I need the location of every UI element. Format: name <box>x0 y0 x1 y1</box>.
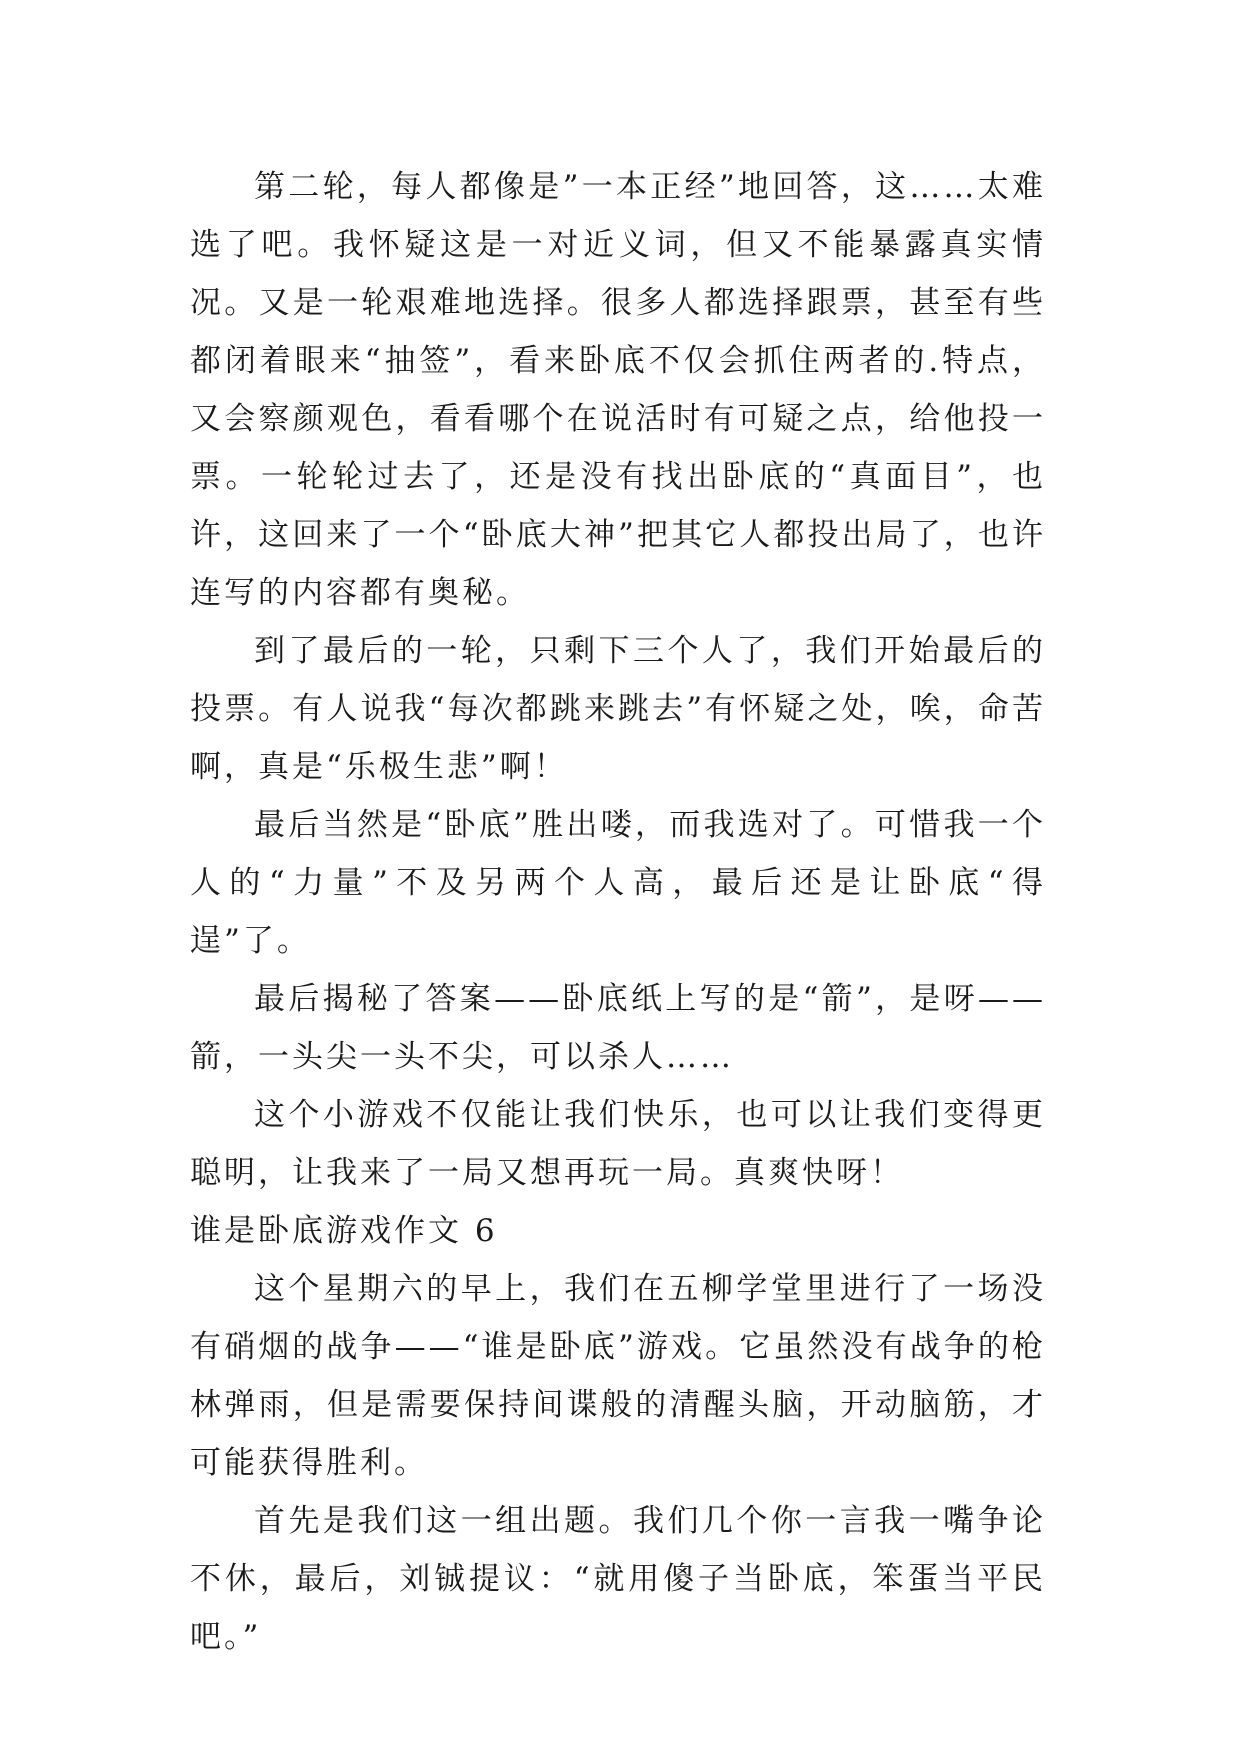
paragraph-conclusion: 这个小游戏不仅能让我们快乐，也可以让我们变得更聪明，让我来了一局又想再玩一局。真爽快呀！ <box>190 1097 1046 1191</box>
document-body <box>190 158 1046 1666</box>
paragraph-final-round: 到了最后的一轮，只剩下三个人了，我们开始最后的投票。有人说我“每次都跳来跳去”有怀疑之处，唉，命苦啊，真是“乐极生悲”啊！ <box>190 633 1046 785</box>
paragraph-group-topic: 首先是我们这一组出题。我们几个你一言我一嘴争论不休，最后，刘铖提议：“就用傻子当卧底，笨蛋当平民吧。” <box>190 1503 1046 1655</box>
essay-title: 谁是卧底游戏作文 6 <box>190 1213 498 1249</box>
paragraph-answer-reveal: 最后揭秘了答案——卧底纸上写的是“箭”，是呀——箭，一头尖一头不尖，可以杀人…… <box>190 981 1046 1075</box>
paragraph-round-two: 第二轮，每人都像是”一本正经”地回答，这……太难选了吧。我怀疑这是一对近义词，但又不能暴露真实情况。又是一轮艰难地选择。很多人都选择跟票，甚至有些都闭着眼来“抽签”，看来卧底不仅会抓住两者的.特点，又会察颜观色，看看哪个在说活时有可疑之点，给他投一票。一轮轮过去了，还是没有找出卧底的“真面目”，也许，这回来了一个“卧底大神”把其它人都投出局了，也许连写的内容都有奥秘。 <box>190 169 1046 611</box>
paragraph-saturday-intro: 这个星期六的早上，我们在五柳学堂里进行了一场没有硝烟的战争——“谁是卧底”游戏。它虽然没有战争的枪林弹雨，但是需要保持间谍般的清醒头脑，开动脑筋，才可能获得胜利。 <box>190 1271 1046 1481</box>
paragraph-undercover-wins: 最后当然是“卧底”胜出喽，而我选对了。可惜我一个人的“力量”不及另两个人高，最后还是让卧底“得逞”了。 <box>190 807 1046 959</box>
